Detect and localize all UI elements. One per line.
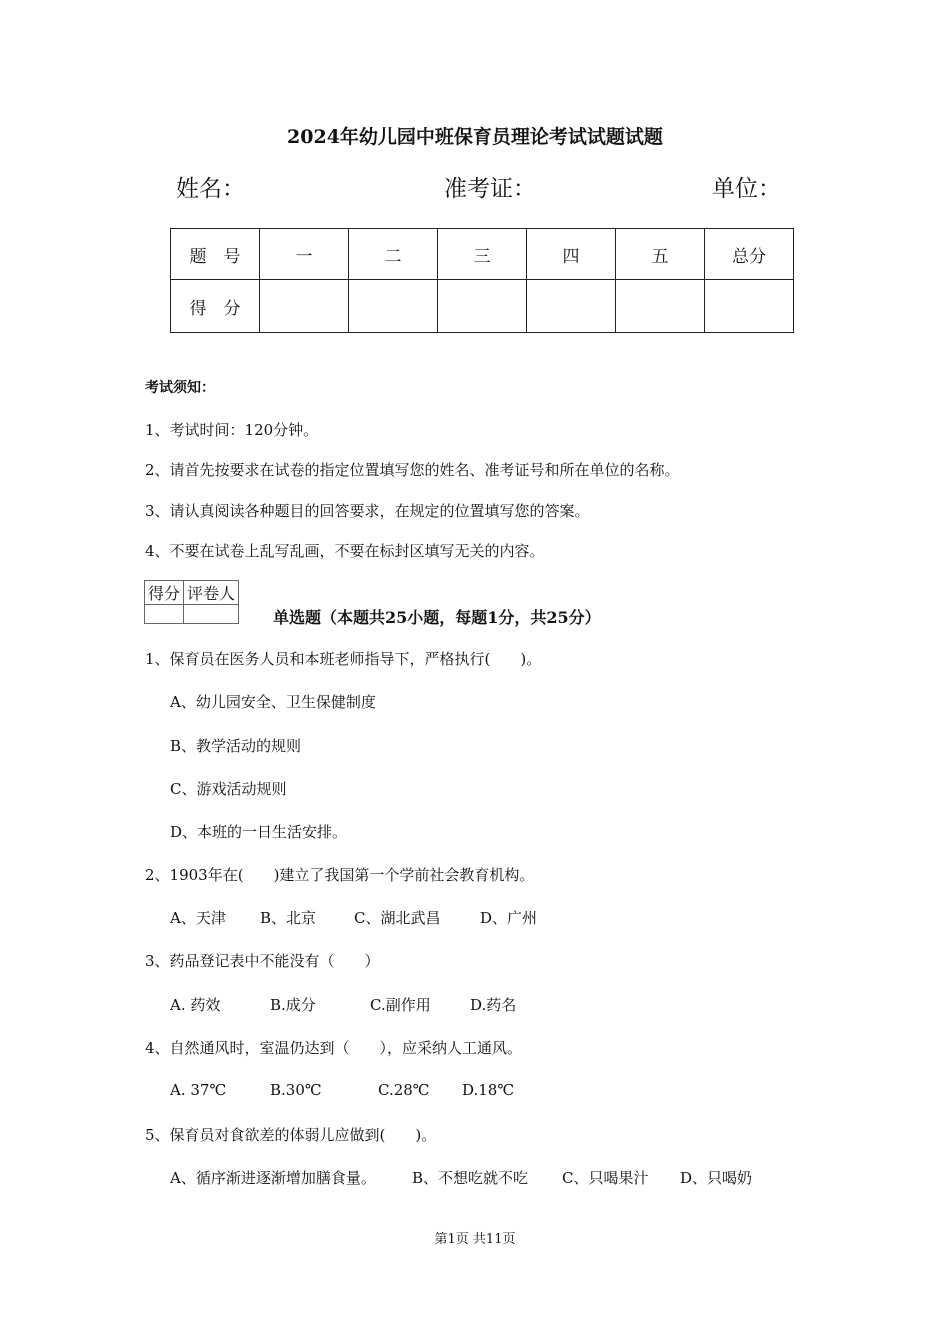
question-option: D.药名 [470,996,517,1014]
question-stem: 3、药品登记表中不能没有（ ） [145,952,380,970]
question-option: D.18℃ [462,1081,515,1099]
score-cell[interactable] [527,280,616,333]
grader-score-cell[interactable] [145,605,184,624]
page-number-footer: 第1页 共11页 [434,1232,516,1247]
exam-number-field-label: 准考证： [444,176,536,202]
score-table-row-label: 得 分 [171,280,260,333]
question-options-row [170,1167,752,1188]
question-option: D、广州 [480,909,538,927]
question-stem: 4、自然通风时，室温仍达到（ ），应采纳人工通风。 [145,1039,523,1057]
question-options-row [170,907,537,928]
score-table-header-cell: 题 号 [171,229,260,280]
score-cell[interactable] [349,280,438,333]
question-option: C.副作用 [370,996,431,1014]
question-options-row [170,1081,514,1099]
name-field-label: 姓名： [176,176,245,202]
score-table-header-cell: 二 [349,229,438,280]
question-option: C、湖北武昌 [354,909,441,927]
question-option: D、只喝奶 [680,1169,753,1187]
grader-reviewer-label: 评卷人 [184,581,239,605]
score-table-header-cell: 总分 [705,229,794,280]
grader-reviewer-cell[interactable] [184,605,239,624]
notice-item: 2、请首先按要求在试卷的指定位置填写您的姓名、准考证号和所在单位的名称。 [145,461,680,479]
question-option: B、北京 [260,909,317,927]
unit-field-label: 单位： [712,176,781,202]
score-cell[interactable] [616,280,705,333]
score-table-header-cell: 四 [527,229,616,280]
question-option: A. 37℃ [170,1081,227,1099]
score-table-header-cell: 三 [438,229,527,280]
question-option: C、只喝果汁 [562,1169,649,1187]
question-option: B.30℃ [270,1081,322,1099]
question-option: C.28℃ [378,1081,430,1099]
score-cell[interactable] [260,280,349,333]
question-option: A、循序渐进逐渐增加膳食量。 [170,1169,376,1187]
question-option: A、幼儿园安全、卫生保健制度 [170,693,376,711]
grader-score-label: 得分 [145,581,184,605]
question-option: C、游戏活动规则 [170,780,287,798]
score-cell[interactable] [705,280,794,333]
score-table-header-row [171,229,794,280]
question-stem: 5、保育员对食欲差的体弱儿应做到( )。 [145,1126,437,1144]
score-table-score-row [171,280,794,333]
question-option: B.成分 [270,996,316,1014]
notice-item: 3、请认真阅读各种题目的回答要求，在规定的位置填写您的答案。 [145,502,590,520]
score-table [170,228,794,333]
question-option: D、本班的一日生活安排。 [170,823,348,841]
question-stem: 2、1903年在( )建立了我国第一个学前社会教育机构。 [145,866,535,884]
question-option: A. 药效 [170,996,221,1014]
section-title: 单选题（本题共25小题，每题1分，共25分） [273,608,601,627]
document-title: 2024年幼儿园中班保育员理论考试试题试题 [287,126,663,148]
question-option: B、教学活动的规则 [170,737,302,755]
grader-table [144,580,239,624]
notice-title: 考试须知： [145,380,215,396]
question-option: A、天津 [170,909,226,927]
question-option: B、不想吃就不吃 [412,1169,529,1187]
question-options-row [170,994,516,1015]
notice-item: 1、考试时间：120分钟。 [145,421,319,439]
notice-item: 4、不要在试卷上乱写乱画，不要在标封区填写无关的内容。 [145,542,545,560]
score-cell[interactable] [438,280,527,333]
question-stem: 1、保育员在医务人员和本班老师指导下，严格执行( )。 [145,650,542,668]
score-table-header-cell: 五 [616,229,705,280]
score-table-header-cell: 一 [260,229,349,280]
